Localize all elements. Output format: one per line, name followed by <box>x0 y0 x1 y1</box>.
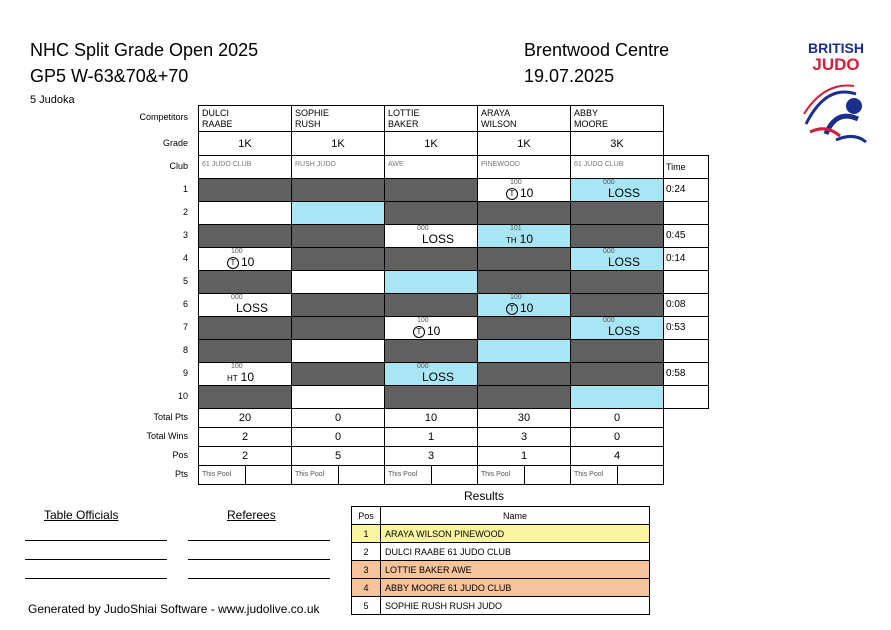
competitor-club: AWE <box>384 155 478 179</box>
match-time <box>663 270 709 294</box>
results-table <box>351 506 650 615</box>
match-cell <box>198 339 292 363</box>
pool-pts <box>477 465 571 485</box>
match-cell <box>291 224 385 248</box>
score-code: 100 <box>231 248 243 255</box>
score-value: 10 <box>240 370 255 384</box>
match-cell <box>198 270 292 294</box>
total-pts-value: 20 <box>198 408 292 428</box>
total-wins-value: 0 <box>570 427 664 447</box>
match-cell <box>291 339 385 363</box>
position-value: 3 <box>384 446 478 466</box>
match-score <box>422 232 454 246</box>
competitor-grade: 1K <box>477 131 571 156</box>
score-code: 000 <box>417 225 429 232</box>
signature-line <box>188 578 330 579</box>
match-score <box>506 232 533 246</box>
signature-line <box>25 559 167 560</box>
match-cell <box>384 293 478 317</box>
signature-line <box>188 559 330 560</box>
event-subtitle: GP5 W-63&70&+70 <box>30 66 189 86</box>
this-pool-label: This Pool <box>388 471 418 478</box>
match-cell <box>198 247 292 271</box>
score-value: 10 <box>427 324 441 338</box>
match-cell <box>291 293 385 317</box>
pts-divider <box>431 466 432 484</box>
match-time <box>663 385 709 409</box>
match-cell <box>384 339 478 363</box>
total-pts-label: Total Pts <box>153 411 188 422</box>
match-score <box>422 370 454 384</box>
match-time: 0:58 <box>663 362 709 386</box>
total-wins-value: 1 <box>384 427 478 447</box>
match-cell <box>291 385 385 409</box>
match-number: 10 <box>177 390 188 401</box>
total-wins-value: 3 <box>477 427 571 447</box>
pts-divider <box>617 466 618 484</box>
signature-line <box>25 578 167 579</box>
venue: Brentwood Centre <box>524 40 670 60</box>
score-value: 10 <box>241 255 255 269</box>
match-time: 0:14 <box>663 247 709 271</box>
score-value: LOSS <box>422 232 455 246</box>
match-number: 3 <box>182 229 188 240</box>
match-cell <box>198 316 292 340</box>
match-cell <box>477 362 571 386</box>
score-code: 000 <box>231 294 243 301</box>
referees-label: Referees <box>227 508 276 522</box>
competitor-club: 61 JUDO CLUB <box>570 155 664 179</box>
match-cell <box>291 362 385 386</box>
match-cell <box>384 201 478 225</box>
match-cell <box>198 224 292 248</box>
competitor-grade: 1K <box>198 131 292 156</box>
pool-pts <box>198 465 292 485</box>
grade-label: Grade <box>162 137 188 148</box>
result-pos: 4 <box>352 579 381 597</box>
match-cell <box>291 270 385 294</box>
match-cell <box>477 201 571 225</box>
total-wins-value: 0 <box>291 427 385 447</box>
score-code: 101 <box>510 225 522 232</box>
match-cell <box>477 339 571 363</box>
pts-divider <box>338 466 339 484</box>
event-date: 19.07.2025 <box>524 66 615 86</box>
ippon-icon: T <box>506 188 518 200</box>
match-number: 2 <box>182 206 188 217</box>
pool-pts <box>384 465 478 485</box>
match-cell <box>198 178 292 202</box>
match-cell <box>384 247 478 271</box>
ippon-icon: T <box>506 303 518 315</box>
score-prefix: HT <box>227 374 238 383</box>
score-value: LOSS <box>422 370 455 384</box>
competitor-name: ABBY MOORE <box>570 105 664 132</box>
time-header: Time <box>663 155 709 179</box>
score-code: 000 <box>603 179 615 186</box>
match-cell <box>477 178 571 202</box>
result-name: ABBY MOORE 61 JUDO CLUB <box>381 579 650 597</box>
match-number: 6 <box>182 298 188 309</box>
competitor-club: RUSH JUDO <box>291 155 385 179</box>
score-value: 10 <box>520 186 534 200</box>
match-score <box>413 324 440 338</box>
score-value: LOSS <box>608 255 641 269</box>
this-pool-label: This Pool <box>295 471 325 478</box>
match-cell <box>570 385 664 409</box>
results-row <box>352 543 650 561</box>
logo-line1: BRITISH <box>808 40 864 56</box>
result-name: SOPHIE RUSH RUSH JUDO <box>381 597 650 615</box>
match-cell <box>570 247 664 271</box>
pts-label: Pts <box>174 468 188 479</box>
club-label: Club <box>169 160 188 171</box>
match-time: 0:45 <box>663 224 709 248</box>
pts-divider <box>524 466 525 484</box>
match-cell <box>477 316 571 340</box>
judoka-emblem-icon <box>796 74 876 144</box>
match-cell <box>477 293 571 317</box>
total-pts-value: 0 <box>570 408 664 428</box>
match-score <box>506 186 533 200</box>
total-wins-value: 2 <box>198 427 292 447</box>
this-pool-label: This Pool <box>202 471 232 478</box>
score-value: 10 <box>519 232 534 246</box>
match-cell <box>477 247 571 271</box>
match-number: 7 <box>182 321 188 332</box>
competitor-grade: 1K <box>384 131 478 156</box>
match-score <box>608 324 640 338</box>
results-row <box>352 597 650 615</box>
match-cell <box>384 270 478 294</box>
match-score <box>236 301 268 315</box>
total-pts-value: 30 <box>477 408 571 428</box>
match-cell <box>570 362 664 386</box>
results-heading: Results <box>464 489 505 503</box>
signature-line <box>25 540 167 541</box>
match-cell <box>570 224 664 248</box>
match-cell <box>198 201 292 225</box>
pool-pts <box>570 465 664 485</box>
this-pool-label: This Pool <box>574 471 604 478</box>
position-value: 1 <box>477 446 571 466</box>
match-time: 0:24 <box>663 178 709 202</box>
match-cell <box>291 201 385 225</box>
competitor-club: 61 JUDO CLUB <box>198 155 292 179</box>
match-time: 0:08 <box>663 293 709 317</box>
match-cell <box>384 224 478 248</box>
match-cell <box>570 339 664 363</box>
score-code: 000 <box>603 248 615 255</box>
score-prefix: TH <box>506 236 517 245</box>
match-cell <box>291 316 385 340</box>
match-score <box>608 186 640 200</box>
match-cell <box>384 316 478 340</box>
score-code: 000 <box>417 363 429 370</box>
results-col-name: Name <box>381 507 650 525</box>
competitor-grade: 1K <box>291 131 385 156</box>
match-number: 1 <box>182 183 188 194</box>
match-score <box>608 255 640 269</box>
results-row <box>352 561 650 579</box>
ippon-icon: T <box>227 257 239 269</box>
results-row <box>352 525 650 543</box>
match-cell <box>477 224 571 248</box>
match-cell <box>291 178 385 202</box>
result-name: ARAYA WILSON PINEWOOD <box>381 525 650 543</box>
result-pos: 5 <box>352 597 381 615</box>
this-pool-label: This Pool <box>481 471 511 478</box>
competitor-name: SOPHIE RUSH <box>291 105 385 132</box>
score-value: LOSS <box>608 324 641 338</box>
pts-divider <box>245 466 246 484</box>
score-code: 100 <box>417 317 429 324</box>
competitor-club: PINEWOOD <box>477 155 571 179</box>
footer-credit: Generated by JudoShiai Software - www.judolive.co.uk <box>28 602 320 616</box>
match-time: 0:53 <box>663 316 709 340</box>
competitor-grade: 3K <box>570 131 664 156</box>
result-name: DULCI RAABE 61 JUDO CLUB <box>381 543 650 561</box>
position-label: Pos <box>172 449 188 460</box>
competitor-name: LOTTIE BAKER <box>384 105 478 132</box>
match-number: 9 <box>182 367 188 378</box>
match-score <box>227 370 254 384</box>
logo-line2: JUDO <box>812 55 860 74</box>
match-cell <box>570 178 664 202</box>
score-code: 100 <box>510 179 522 186</box>
match-cell <box>570 316 664 340</box>
match-number: 4 <box>182 252 188 263</box>
position-value: 2 <box>198 446 292 466</box>
score-code: 100 <box>510 294 522 301</box>
match-time <box>663 339 709 363</box>
match-number: 5 <box>182 275 188 286</box>
judoka-count: 5 Judoka <box>30 94 75 106</box>
total-pts-value: 10 <box>384 408 478 428</box>
table-officials-label: Table Officials <box>44 508 119 522</box>
score-value: LOSS <box>236 301 269 315</box>
result-name: LOTTIE BAKER AWE <box>381 561 650 579</box>
score-code: 100 <box>231 363 243 370</box>
competitor-name: ARAYA WILSON <box>477 105 571 132</box>
match-number: 8 <box>182 344 188 355</box>
pool-pts <box>291 465 385 485</box>
position-value: 4 <box>570 446 664 466</box>
total-pts-value: 0 <box>291 408 385 428</box>
ippon-icon: T <box>413 326 425 338</box>
score-value: 10 <box>520 301 534 315</box>
event-title: NHC Split Grade Open 2025 <box>30 40 259 60</box>
match-time <box>663 201 709 225</box>
match-cell <box>198 385 292 409</box>
match-cell <box>570 270 664 294</box>
match-score <box>506 301 533 315</box>
signature-line <box>188 540 330 541</box>
score-value: LOSS <box>608 186 641 200</box>
match-score <box>227 255 254 269</box>
british-judo-logo <box>796 40 876 149</box>
match-cell <box>570 201 664 225</box>
match-cell <box>291 247 385 271</box>
match-cell <box>198 293 292 317</box>
match-cell <box>477 270 571 294</box>
competitor-name: DULCI RAABE <box>198 105 292 132</box>
competitors-label: Competitors <box>139 112 188 122</box>
result-pos: 1 <box>352 525 381 543</box>
results-col-pos: Pos <box>352 507 381 525</box>
position-value: 5 <box>291 446 385 466</box>
match-cell <box>198 362 292 386</box>
match-cell <box>477 385 571 409</box>
match-cell <box>384 362 478 386</box>
total-wins-label: Total Wins <box>146 430 188 441</box>
result-pos: 2 <box>352 543 381 561</box>
score-code: 000 <box>603 317 615 324</box>
match-cell <box>384 385 478 409</box>
results-row <box>352 579 650 597</box>
match-cell <box>570 293 664 317</box>
result-pos: 3 <box>352 561 381 579</box>
match-cell <box>384 178 478 202</box>
